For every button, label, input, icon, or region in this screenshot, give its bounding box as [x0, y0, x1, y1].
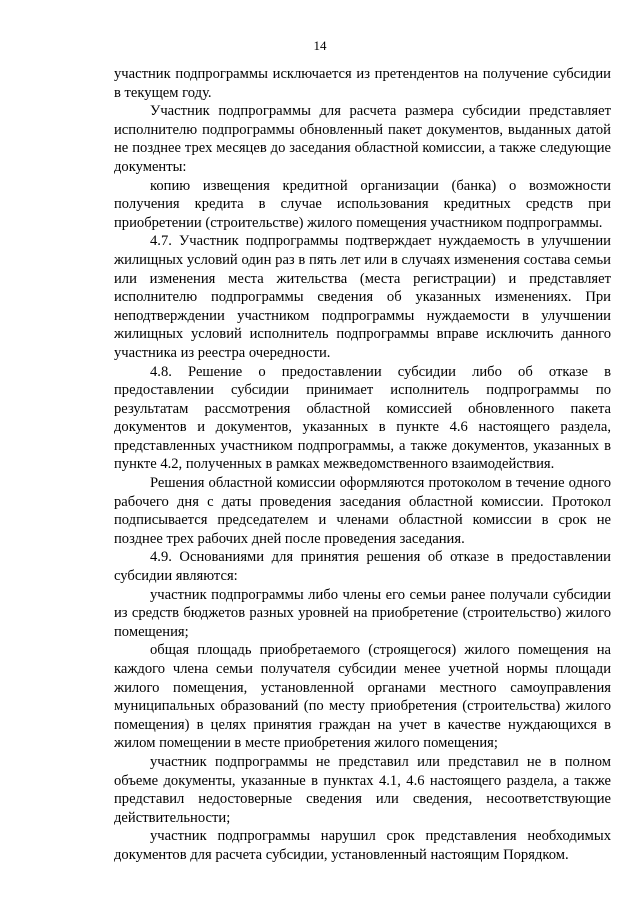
- paragraph: участник подпрограммы исключается из претендентов на получение субсидии в текущем году.: [114, 66, 611, 101]
- paragraph: участник подпрограммы не представил или представил не в полном объеме документы, указанные в пунктах 4.1, 4.6 настоящего раздела, а также представил недостоверные сведения или сведения, несоответствующие действительности;: [114, 753, 611, 826]
- document-body: [114, 65, 611, 865]
- paragraph: 4.9. Основаниями для принятия решения об отказе в предоставлении субсидии являются:: [114, 549, 611, 585]
- paragraph: копию извещения кредитной организации (банка) о возможности получения кредита в случае использования кредитных средств при приобретении (строительстве) жилого помещения участником подпрограммы.: [114, 177, 611, 231]
- paragraph: Решения областной комиссии оформляются протоколом в течение одного рабочего дня с даты проведения заседания областной комиссии. Протокол подписывается председателем и членами областной комиссии в срок не позднее трех рабочих дней после проведения заседания.: [114, 475, 611, 547]
- paragraph: Участник подпрограммы для расчета размера субсидии представляет исполнителю подпрограммы обновленный пакет документов, выданных датой не позднее трех месяцев до заседания областной комиссии, а также следующие документы:: [114, 103, 611, 175]
- page-number: 14: [313, 38, 327, 53]
- paragraph: 4.7. Участник подпрограммы подтверждает нуждаемость в улучшении жилищных условий один раз в пять лет или в случаях изменения состава семьи или изменения места жительства (места регистрации) и представляет исполнителю подпрограммы сведения об указанных изменениях. При неподтверждении участником подпрограммы нуждаемости в улучшении жилищных условий исполнитель подпрограммы вправе исключить данного участника из реестра очередности.: [114, 233, 611, 361]
- paragraph: участник подпрограммы нарушил срок представления необходимых документов для расчета субсидии, установленный настоящим Порядком.: [114, 828, 611, 863]
- paragraph: общая площадь приобретаемого (строящегося) жилого помещения на каждого члена семьи получателя субсидии менее учетной нормы площади жилого помещения, установленной органами местного самоуправления муниципальных образований (по месту приобретения (строительства) жилого помещения) в целях принятия граждан на учет в качестве нуждающихся в жилом помещении в месте приобретения жилого помещения;: [114, 642, 611, 752]
- paragraph: 4.8. Решение о предоставлении субсидии либо об отказе в предоставлении субсидии принимает исполнитель подпрограммы по результатам рассмотрения областной комиссией обновленного пакета документов и документов, указанных в пункте 4.6 настоящего раздела, представленных участником подпрограммы, а также документов, указанных в пункте 4.2, полученных в рамках межведомственного взаимодействия.: [114, 363, 611, 473]
- paragraph: участник подпрограммы либо члены его семьи ранее получали субсидии из средств бюджетов разных уровней на приобретение (строительство) жилого помещения;: [114, 586, 611, 640]
